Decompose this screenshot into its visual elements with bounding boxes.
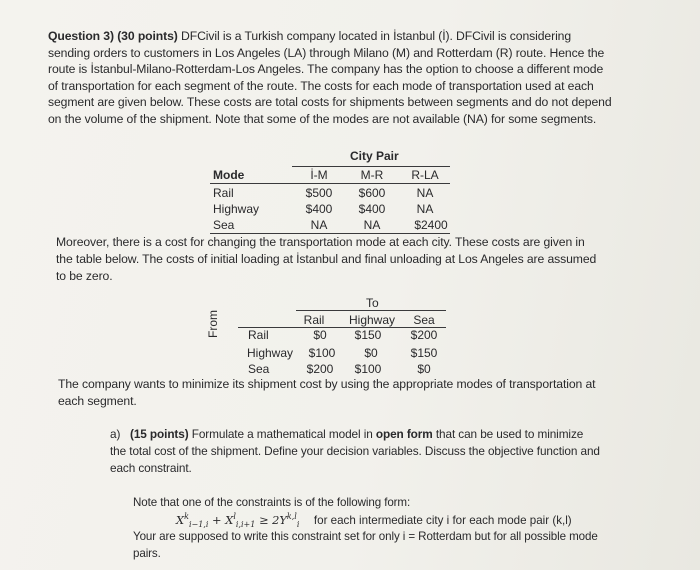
from-label: From [206, 310, 220, 338]
paragraph-objective: The company wants to minimize its shipment cost by using the appropriate modes of transportation at each segment. [58, 377, 596, 408]
header-rule [210, 183, 450, 184]
paragraph-mode-change: Moreover, there is a cost for changing the transportation mode at each city. These costs are given in the table below. The costs of initial loading at İstanbul and final unloading at Los Angeles are assumed to be zero. [56, 235, 597, 283]
col-header-sea: Sea [413, 313, 435, 327]
col-header-rail: Rail [303, 313, 325, 327]
mode-header: Mode [213, 168, 245, 182]
to-header: To [366, 296, 379, 310]
part-a-label: a) [110, 427, 121, 441]
table-cell: $400 [305, 202, 333, 216]
row-label-sea: Sea [248, 362, 270, 376]
col-header-r-la: R-LA [411, 168, 439, 182]
row-label-highway: Highway [247, 346, 294, 360]
table-cell: NA [416, 202, 434, 216]
col-header-m-r: M-R [360, 168, 384, 182]
row-label-rail: Rail [213, 186, 234, 200]
row-label-sea: Sea [213, 218, 235, 232]
part-a [110, 426, 600, 477]
city-pair-rule [292, 166, 450, 167]
part-a-text-before: Formulate a mathematical model in [191, 427, 373, 441]
table-cell: $150 [410, 346, 438, 360]
table-cell: $200 [410, 328, 438, 342]
note-line2: Your are supposed to write this constraint set for only i = Rotterdam but for all possible mode pairs. [133, 530, 598, 560]
table-cell: $0 [417, 362, 431, 376]
question-intro [48, 28, 614, 128]
table-cell: $500 [305, 186, 333, 200]
col-header-highway: Highway [348, 313, 396, 327]
table-cell: $200 [306, 362, 334, 376]
table-cell: NA [363, 218, 381, 232]
city-pair-header: City Pair [350, 149, 399, 163]
part-a-points: (15 points) [130, 427, 189, 441]
part-a-emphasis: open form [375, 427, 433, 441]
table-cell: $100 [354, 362, 382, 376]
col-header-i-m: İ-M [310, 168, 328, 182]
table-cell: $400 [358, 202, 386, 216]
note-line1: Note that one of the constraints is of the following form: [133, 496, 411, 509]
formula-tail: for each intermediate city i for each mode pair (k,l) [313, 513, 572, 527]
question-intro-text: DFCivil is a Turkish company located in İstanbul (İ). DFCivil is considering sending orders to customers in Los Angeles (LA) through Milano (M) and Rotterdam (R) route. Hence the route is İstanbul-Milano-Rotterdam-Los Angeles. The company has the option to choose a different mode of transportation for each segment of the route. The costs for each mode of transportation used at each segment are given below. These costs are total costs for shipments between segments and do not depend on the volume of the shipment. Note that some of the modes are not available (NA) for some segments. [48, 29, 612, 126]
part-a-text-after: that can be used to minimize the total cost of the shipment. Define your decision variables. Discuss the objective function and each constraint. [110, 427, 600, 475]
table-cell: $2400 [414, 218, 448, 232]
row-label-rail: Rail [248, 328, 269, 342]
table-cell: $150 [354, 328, 382, 342]
table-cell: $600 [358, 186, 386, 200]
table-cell: $0 [364, 346, 378, 360]
constraint-formula: $X^k_{i-1,i} + X^l_{i,i+1} \ge 2Y^{k,l}_i$ for each intermediate city i for each mode pair (k,l) [176, 512, 572, 530]
table-cell: $100 [308, 346, 336, 360]
table-cell: $0 [313, 328, 327, 342]
table-cell: NA [416, 186, 434, 200]
question-heading: Question 3) (30 points) [48, 29, 178, 43]
row-label-highway: Highway [213, 202, 260, 216]
table-cell: NA [310, 218, 328, 232]
to-rule [296, 310, 446, 311]
